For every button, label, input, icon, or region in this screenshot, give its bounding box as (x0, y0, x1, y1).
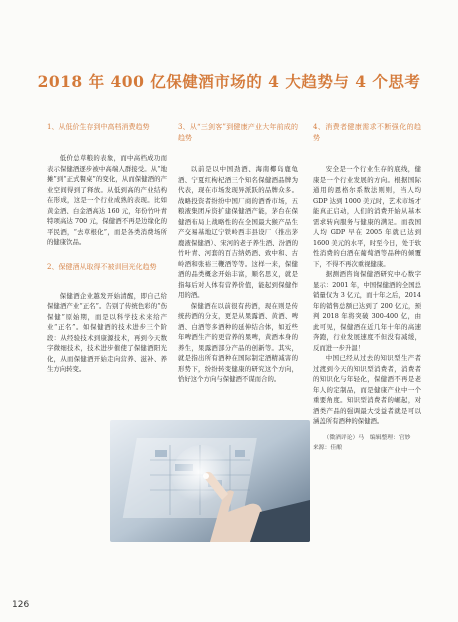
paragraph-3: 以前是以中国劲酒、海南椰岛鹿龟酒、宁夏红枸杞酒三个知名保健酒品牌为代表，现在市场发现异派跃的品牌众多。战略投资者纷纷中国厂商的酒香市场，五粮液集团斥资扩建保健酒产能，茅台在保健酒布局上战略性的在全国最大猴产品生产交易基地辽宁铁岭西丰县设厂（推出茅鹿液保健酒）、宋河的老子养生酒、汾酒的竹叶青、河套的百吉纳奶酒、致中和、古岭酒和张裕三鞭酒等等。这样一来，保健酒的品类概念开始丰富，顺名思义，就是指每后对人体有营养价值，能起到保健作用的酒。 (178, 165, 298, 299)
column-left (47, 122, 167, 375)
credit-editor: （微酒评论）马 编辑整理：官妙 (323, 434, 411, 441)
section-heading-2: 2、保健酒从取得不被训回光化趋势 (47, 262, 157, 271)
paragraph-6: 据测酒咨询保健酒研究中心数字显示：2001 年，中国保健酒的全国总销量仅为 3 亿元，而十年之后，2014 年的销售总额已达到了 200 亿元，预判 2018 年将突破 300-400 亿，由此可见，保健酒在近几年十年的高速奔跑，行业发展速度不但没有减缓，反而进一步升温！ (313, 270, 421, 352)
article-photo (110, 420, 310, 542)
hand-touching-screen-icon (110, 420, 310, 542)
section-heading-1: 1、从低价生存到中高档消费趋势 (47, 123, 150, 131)
section-heading-4: 4、消费者健康需求不断强化的趋势 (313, 123, 421, 142)
page-number: 126 (12, 600, 30, 610)
section-heading-3: 3、从“三剑客”到健康产业大年前成的趋势 (178, 123, 298, 142)
column-right (313, 122, 421, 453)
paragraph-4: 保健酒在以前很有药酒，现在则是传统药酒的分支，更是从果露酒、黄酒、啤酒、白酒等多酒种的延伸结合体，如近些年啤酒生产的更营养的果啤，黄酒本身的养生，果露酒部分产品的创新等。其实，就是指出所有酒种在国际制定酒精减害的形势下，纷纷转变健康的研究这个方向，恰好这个方向与保健酒不谋而合的。 (178, 301, 298, 383)
paragraph-5: 安全是一个行业生存的底线，健康是一个行业发展的方向。根据国际通用的恩格尔系数法则则，当人均 GDP 达到 1000 美元时，艺术市场才能真正启动，人们的消费开始从基本需求转向服务与健康的满足。而我国人均 GDP 早在 2005 年就已达到 1600 美元的水平，时至今日，处于软性消费的白酒在葡萄酒等品种的倾覆下，不得不再次重视健康。 (313, 165, 421, 268)
article-title: 2018 年 400 亿保健酒市场的 4 大趋势与 4 个思考 (37, 72, 421, 91)
paragraph-1: 低价总草粮的表象，而中高档成功而表示保健酒逐步被中高端人群接受。从“地摊”到“正式餐桌”的变化，从而保健酒的产业空间得到了释放。从低到高的产业结构在形成，这是一个行业成熟的表现。比如黄金酒、白金酒高达 160 元，年份竹叶青特项高达 700 元，保健酒不再是边缘化的平民酒，“去草根化”，而是各类消费场所的健康饮品。 (47, 154, 167, 246)
credit-source: 来源：佳酿 (313, 444, 342, 451)
paragraph-2: 保健酒企业越发开始清醒，即自己给保健酒产业“正名”。告别了传统色彩的“伤保健”原始期，而是以科学技术来给产业“正名”。如保健酒的技术进步三个阶段：从经验技术到康源技术，再到今天数字微细技术，技术进步催使了保健酒阳光化，从而保健酒开始走向营养、滋补、养生方向转变。 (47, 291, 167, 373)
column-middle (178, 122, 298, 385)
paragraph-7: 中国已经从过去的知识型生产者过渡到今天的知识型消费者，消费者的知识化与年轻化，保健酒不再是老年人的定制品，而是健康产业中一个重要角度。知识型消费者的崛起，对酒类产品的强调最大受益者就是可以涵盖所有酒种的保健酒。 (313, 354, 421, 425)
